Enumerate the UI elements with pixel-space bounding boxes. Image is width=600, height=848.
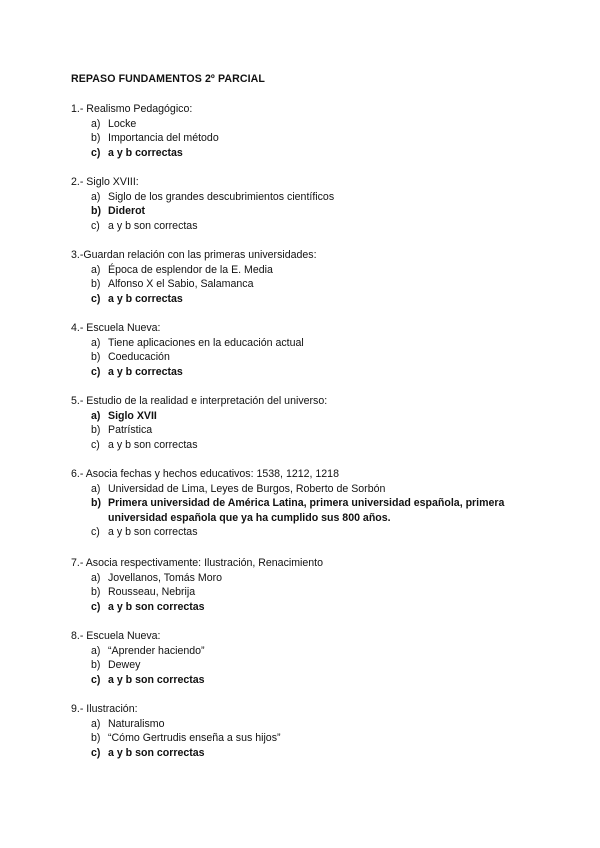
question-text: 1.- Realismo Pedagógico: <box>71 103 193 115</box>
option-text: Locke <box>108 117 137 130</box>
option-list <box>71 409 541 453</box>
option-text: Importancia del método <box>108 132 219 144</box>
question-text: 7.- Asocia respectivamente: Ilustración, Renacimiento <box>71 557 324 569</box>
option-b <box>71 277 541 292</box>
option-letter: b) <box>91 659 101 671</box>
document-title: REPASO FUNDAMENTOS 2º PARCIAL <box>71 73 265 85</box>
option-text: a y b son correctas <box>108 600 205 613</box>
option-a <box>71 571 541 586</box>
option-letter: a) <box>91 717 101 730</box>
option-a <box>71 336 541 351</box>
option-b <box>71 585 541 600</box>
option-text: Dewey <box>108 659 141 671</box>
option-b-correct <box>71 204 541 219</box>
question-text: 3.-Guardan relación con las primeras universidades: <box>71 249 317 261</box>
option-b <box>71 423 541 438</box>
option-b <box>71 350 541 365</box>
option-list <box>71 117 541 161</box>
option-text: Época de esplendor de la E. Media <box>108 263 273 276</box>
option-letter: b) <box>91 132 101 144</box>
option-letter: b) <box>91 497 101 509</box>
option-letter: a) <box>91 409 101 422</box>
option-list <box>71 644 541 688</box>
option-c <box>71 525 541 540</box>
option-letter: c) <box>91 673 101 686</box>
option-text: “Cómo Gertrudis enseña a sus hijos” <box>108 732 281 744</box>
option-list <box>71 717 541 761</box>
option-c-correct <box>71 146 541 161</box>
option-text: Tiene aplicaciones en la educación actual <box>108 336 304 349</box>
option-c-correct <box>71 600 541 615</box>
option-letter: b) <box>91 424 101 436</box>
option-text: a y b son correctas <box>108 438 198 451</box>
option-a <box>71 482 541 497</box>
option-text: a y b correctas <box>108 365 183 378</box>
question-8 <box>71 629 541 687</box>
option-letter: b) <box>91 278 101 290</box>
option-a-correct <box>71 409 541 424</box>
option-c <box>71 438 541 453</box>
option-text: “Aprender haciendo” <box>108 644 205 657</box>
option-letter: c) <box>91 526 100 538</box>
question-text: 5.- Estudio de la realidad e interpretación del universo: <box>71 395 328 407</box>
option-c-correct <box>71 292 541 307</box>
option-list <box>71 482 541 540</box>
option-a <box>71 190 541 205</box>
option-letter: a) <box>91 117 101 130</box>
option-text: a y b correctas <box>108 146 183 159</box>
option-letter: a) <box>91 644 101 657</box>
question-1 <box>71 102 541 160</box>
option-b <box>71 731 541 746</box>
option-b <box>71 658 541 673</box>
question-text: 9.- Ilustración: <box>71 703 138 715</box>
question-3 <box>71 248 541 306</box>
question-6 <box>71 467 541 540</box>
option-text: Rousseau, Nebrija <box>108 586 196 598</box>
option-a <box>71 263 541 278</box>
question-text: 6.- Asocia fechas y hechos educativos: 1538, 1212, 1218 <box>71 468 339 480</box>
question-text: 4.- Escuela Nueva: <box>71 322 161 334</box>
option-text: a y b son correctas <box>108 673 205 686</box>
option-letter: a) <box>91 571 101 584</box>
option-list <box>71 571 541 615</box>
option-text: Coeducación <box>108 351 170 363</box>
option-text: Universidad de Lima, Leyes de Burgos, Roberto de Sorbón <box>108 482 386 495</box>
option-letter: c) <box>91 438 100 451</box>
option-c-correct <box>71 673 541 688</box>
question-2 <box>71 175 541 233</box>
option-text: Alfonso X el Sabio, Salamanca <box>108 278 254 290</box>
option-text: Diderot <box>108 205 146 217</box>
option-list <box>71 336 541 380</box>
option-text: Siglo de los grandes descubrimientos científicos <box>108 190 335 203</box>
option-a <box>71 717 541 732</box>
option-b <box>71 131 541 146</box>
option-letter: a) <box>91 190 101 203</box>
option-text: a y b son correctas <box>108 219 198 232</box>
option-letter: c) <box>91 146 101 159</box>
option-text: Naturalismo <box>108 717 165 730</box>
option-letter: c) <box>91 292 101 305</box>
question-text: 2.- Siglo XVIII: <box>71 176 139 188</box>
option-letter: c) <box>91 600 101 613</box>
option-letter: b) <box>91 351 101 363</box>
question-9 <box>71 702 541 760</box>
option-letter: b) <box>91 205 101 217</box>
option-letter: b) <box>91 732 101 744</box>
option-a <box>71 117 541 132</box>
option-letter: a) <box>91 336 101 349</box>
question-5 <box>71 394 541 452</box>
question-4 <box>71 321 541 379</box>
option-text: Primera universidad de América Latina, primera universidad española, primera universidad española que ya ha cumplido sus 800 años. <box>108 497 505 524</box>
option-c-correct <box>71 365 541 380</box>
option-c-correct <box>71 746 541 761</box>
option-letter: a) <box>91 263 101 276</box>
option-letter: a) <box>91 482 101 495</box>
option-text: Siglo XVII <box>108 409 157 422</box>
option-letter: c) <box>91 365 101 378</box>
option-letter: c) <box>91 219 100 232</box>
option-c <box>71 219 541 234</box>
option-text: a y b son correctas <box>108 526 198 538</box>
option-text: Jovellanos, Tomás Moro <box>108 571 223 584</box>
option-letter: c) <box>91 746 101 759</box>
option-text: a y b correctas <box>108 292 183 305</box>
option-b-correct <box>71 496 541 525</box>
question-7 <box>71 556 541 614</box>
option-list <box>71 190 541 234</box>
option-text: a y b son correctas <box>108 746 205 759</box>
option-a <box>71 644 541 659</box>
option-letter: b) <box>91 586 101 598</box>
question-text: 8.- Escuela Nueva: <box>71 630 161 642</box>
option-list <box>71 263 541 307</box>
option-text: Patrística <box>108 424 153 436</box>
